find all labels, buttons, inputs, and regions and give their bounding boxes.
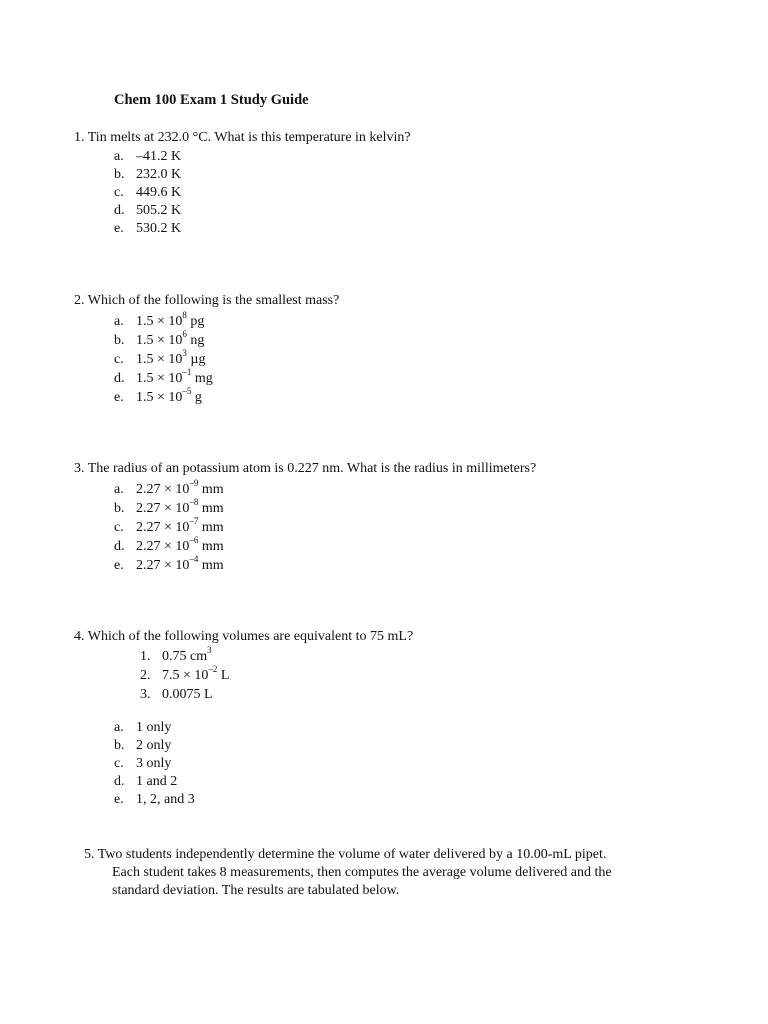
option-d: d. 505.2 K: [114, 203, 182, 218]
question-2-options: [114, 312, 213, 407]
question-5-line: standard deviation. The results are tabulated below.: [112, 883, 400, 898]
question-1-text: 1. Tin melts at 232.0 °C. What is this temperature in kelvin?: [74, 130, 411, 145]
option-d: d. 1 and 2: [114, 774, 178, 789]
question-3-options: [114, 480, 224, 575]
document-title: Chem 100 Exam 1 Study Guide: [114, 92, 309, 108]
question-3-text: 3. The radius of an potassium atom is 0.227 nm. What is the radius in millimeters?: [74, 461, 537, 476]
question-5-line: Each student takes 8 measurements, then computes the average volume delivered and the: [112, 865, 612, 880]
option-d: d. $2.27 \times 10^{-6}$ mm: [114, 535, 224, 554]
option-b: b. 232.0 K: [114, 167, 182, 182]
option-a: a. $1.5 \times 10^8$ pg: [114, 310, 205, 329]
option-b: b. $1.5 \times 10^6$ ng: [114, 329, 205, 348]
statement-2: 2. $7.5 \times 10^{-2}$ L: [140, 664, 230, 683]
option-c: c. 3 only: [114, 756, 172, 771]
option-c: c. $1.5 \times 10^3$ µg: [114, 348, 206, 367]
option-c: c. $2.27 \times 10^{-7}$ mm: [114, 516, 224, 535]
question-1-options: [114, 148, 181, 238]
question-5-line: 5. Two students independently determine the volume of water delivered by a 10.00-mL pipet.: [84, 847, 607, 862]
statement-3: 3. 0.0075 L: [140, 687, 213, 702]
option-a: a. 1 only: [114, 720, 172, 735]
option-e: e. $1.5 \times 10^{-5}$ g: [114, 386, 202, 405]
question-2-text: 2. Which of the following is the smallest mass?: [74, 293, 340, 308]
question-4-options: [114, 719, 195, 809]
option-a: a. –41.2 K: [114, 149, 182, 164]
option-c: c. 449.6 K: [114, 185, 182, 200]
option-b: b. $2.27 \times 10^{-8}$ mm: [114, 497, 224, 516]
statement-1: 1. 0.75 $cm^3$: [140, 645, 212, 664]
question-4-statements: [140, 647, 229, 704]
option-e: e. 530.2 K: [114, 221, 182, 236]
question-5-text: [84, 846, 684, 900]
option-d: d. $1.5 \times 10^{-1}$ mg: [114, 367, 213, 386]
option-e: e. $2.27 \times 10^{-4}$ mm: [114, 554, 224, 573]
option-a: a. $2.27 \times 10^{-9}$ mm: [114, 478, 224, 497]
option-b: b. 2 only: [114, 738, 172, 753]
option-e: e. 1, 2, and 3: [114, 792, 195, 807]
question-4-text: 4. Which of the following volumes are equivalent to 75 mL?: [74, 629, 414, 644]
